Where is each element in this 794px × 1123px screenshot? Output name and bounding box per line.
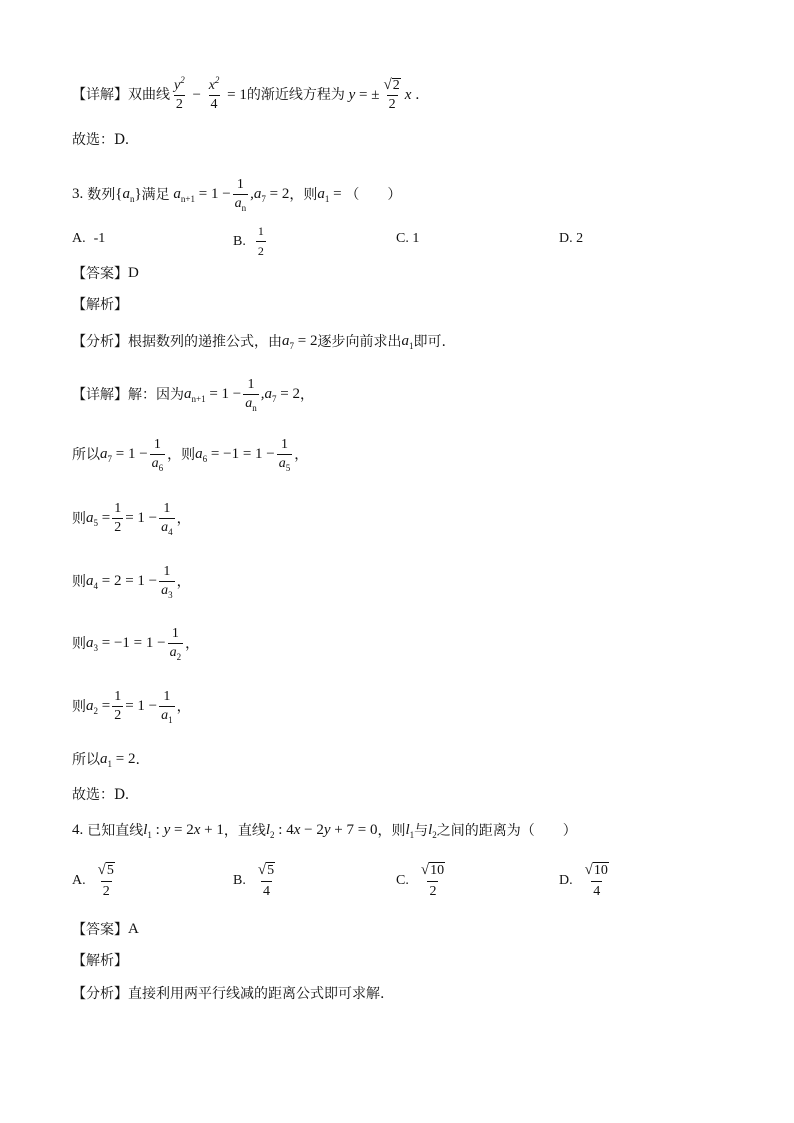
fraction-y2-over-2: $\frac{y^2}{2}$: [174, 74, 185, 112]
q3-fenxi-line: 【分析】 根据数列的递推公式，由 $a_7$ = 2 逐步向前求出 $a_1$ 即可.: [72, 333, 446, 351]
fenxi-tag: 【分析】: [72, 333, 128, 350]
q4-stem: 4. 已知直线 $l_1$ : y = 2 x + 1 ，直线 $l_2$ : 4 x − 2 y + 7 = 0 ，则 $l_1$ 与 $l_2$ 之间的距离为（ ）: [72, 822, 577, 840]
q3-choose: [72, 788, 129, 802]
fraction-1-over-a3: $\frac{1}{a_3}$: [161, 564, 173, 600]
choose-text: 故选：D.: [72, 132, 130, 148]
fenxi-text: 直接利用两平行线减的距离公式即可求解.: [128, 986, 385, 1002]
q3-result: 所以 $a_1$ = 2 .: [72, 751, 140, 769]
fraction-sqrt10-over-2: √ 10 2: [420, 862, 445, 899]
q3-option-b: [233, 224, 268, 259]
q3-step-a4: 则 $a_4$ = 2 = 1 − $\frac{1}{a_3}$ ，: [72, 564, 191, 600]
detail-text: 的渐近线方程为: [246, 87, 345, 103]
detail-tag: 【详解】: [72, 87, 128, 103]
answer-value: D: [128, 265, 139, 281]
step-text: 所以: [72, 751, 100, 768]
q3-step-a3: 则 $a_3$ = −1 = 1 − $\frac{1}{a_2}$ ，: [72, 626, 200, 662]
step-text: 则: [72, 510, 86, 527]
q4-analysis-line: [72, 954, 128, 968]
answer-tag: 【答案】: [72, 921, 128, 938]
answer-value: A: [128, 921, 139, 937]
q4-answer-line: [72, 922, 139, 937]
q3-analysis-line: [72, 298, 128, 312]
q4-stem-text: 已知直线: [87, 822, 144, 839]
q3-answer-line: [72, 266, 139, 281]
fraction-1-over-2: $\frac{1}{2}$: [114, 689, 122, 723]
q3-option-a: [72, 231, 105, 247]
q4-stem-text: ，直线: [223, 822, 266, 839]
q3-step-a2: 则 $a_2$ = $\frac{1}{2}$ = 1 − $\frac{1}{a_1}$ ，: [72, 689, 191, 725]
step-text: 所以: [72, 446, 100, 463]
q4-option-d: [559, 862, 613, 900]
fraction-sqrt10-over-4: √ 10 4: [584, 862, 608, 899]
option-label: C.: [396, 873, 409, 888]
fraction-1-over-a4: $\frac{1}{a_4}$: [161, 501, 173, 537]
q3-stem-text: 满足: [141, 186, 170, 203]
q4-stem-text: 与: [414, 822, 429, 839]
fraction-1-over-a2: $\frac{1}{a_2}$: [169, 626, 182, 662]
q3-step-a5: 则 $a_5$ = $\frac{1}{2}$ = 1 − $\frac{1}{a_4}$ ，: [72, 501, 191, 537]
detail-tag: 【详解】: [72, 386, 128, 403]
q3-number: 3.: [72, 186, 84, 202]
option-label: D.: [559, 873, 573, 888]
fraction-sqrt5-over-2: √ 5 2: [97, 862, 114, 899]
detail-text: 双曲线: [128, 87, 170, 103]
period: .: [415, 87, 420, 103]
q4-option-a: [72, 862, 119, 900]
fraction-x2-over-4: $\frac{x^2}{4}$: [208, 74, 220, 112]
step-text: 则: [72, 635, 86, 652]
q3-stem-text: 数列: [87, 186, 116, 203]
step-text: 则: [72, 698, 86, 715]
detail-text: ，: [299, 386, 314, 403]
analysis-tag: 【解析】: [72, 297, 128, 313]
q3-stem: 3. 数列 { $a_n$ } 满足 $a_{n+1}$ = 1 − $\frac{1}{a_n}$ , $a_7$ = 2 ，则 $a_1$ = （ ）: [72, 177, 402, 213]
detail-text: 解：因为: [128, 386, 184, 403]
fraction-1-over-an: $\frac{1}{a_n}$: [234, 177, 247, 213]
q4-stem-text: 之间的距离为（ ）: [436, 822, 577, 839]
fraction-1-over-a5: $\frac{1}{a_5}$: [278, 437, 291, 473]
fraction-1-over-a6: $\frac{1}{a_6}$: [151, 437, 164, 473]
option-value: D. 2: [559, 231, 584, 246]
step-text: 则: [72, 573, 86, 590]
analysis-tag: 【解析】: [72, 953, 128, 969]
fraction-sqrt5-over-4: √ 5 4: [257, 862, 275, 899]
fenxi-text: 逐步向前求出: [317, 333, 402, 350]
q4-stem-text: ，则: [377, 822, 406, 839]
q3-stem-text: ，则: [289, 186, 318, 203]
step-text: 则: [181, 446, 196, 463]
q4-option-c: [396, 862, 449, 900]
detail-line-hyperbola: 【详解】 双曲线 $\frac{y^2}{2}$ − $\frac{x^2}{4}$ = 1 的渐近线方程为 y = ± √ 2 2 x .: [72, 74, 420, 112]
q4-option-b: [233, 862, 279, 900]
choose-line: [72, 133, 129, 147]
fraction-sqrt2-over-2: √ 2 2: [383, 77, 400, 112]
answer-tag: 【答案】: [72, 265, 128, 282]
fraction-1-over-a1: $\frac{1}{a_1}$: [161, 689, 173, 725]
q3-step-a7: 所以 $a_7$ = 1 − $\frac{1}{a_6}$ ， 则 $a_6$ = −1 = 1 − $\frac{1}{a_5}$ ，: [72, 437, 309, 473]
fenxi-text: 根据数列的递推公式，由: [128, 333, 282, 350]
option-label: A.: [72, 231, 86, 246]
fenxi-tag: 【分析】: [72, 986, 128, 1002]
option-label: B.: [233, 873, 246, 888]
q4-fenxi-line: [72, 987, 384, 1001]
option-label: A.: [72, 873, 86, 888]
q3-detail-line: 【详解】 解：因为 $a_{n+1}$ = 1 − $\frac{1}{a_n}$ , $a_7$ = 2 ，: [72, 377, 314, 413]
q3-option-d: [559, 231, 583, 247]
fraction-1-over-an: $\frac{1}{a_n}$: [245, 377, 257, 413]
q3-stem-text: （ ）: [345, 186, 402, 203]
fenxi-text: 即可.: [413, 333, 446, 350]
q4-number: 4.: [72, 822, 84, 838]
q3-option-c: [396, 231, 419, 247]
fraction-1-over-2: $\frac{1}{2}$: [257, 224, 264, 258]
fraction-1-over-2: $\frac{1}{2}$: [114, 501, 122, 535]
option-label: B.: [233, 233, 246, 249]
choose-text: 故选：D.: [72, 787, 130, 803]
option-value: -1: [93, 231, 106, 246]
option-value: C. 1: [396, 231, 420, 246]
